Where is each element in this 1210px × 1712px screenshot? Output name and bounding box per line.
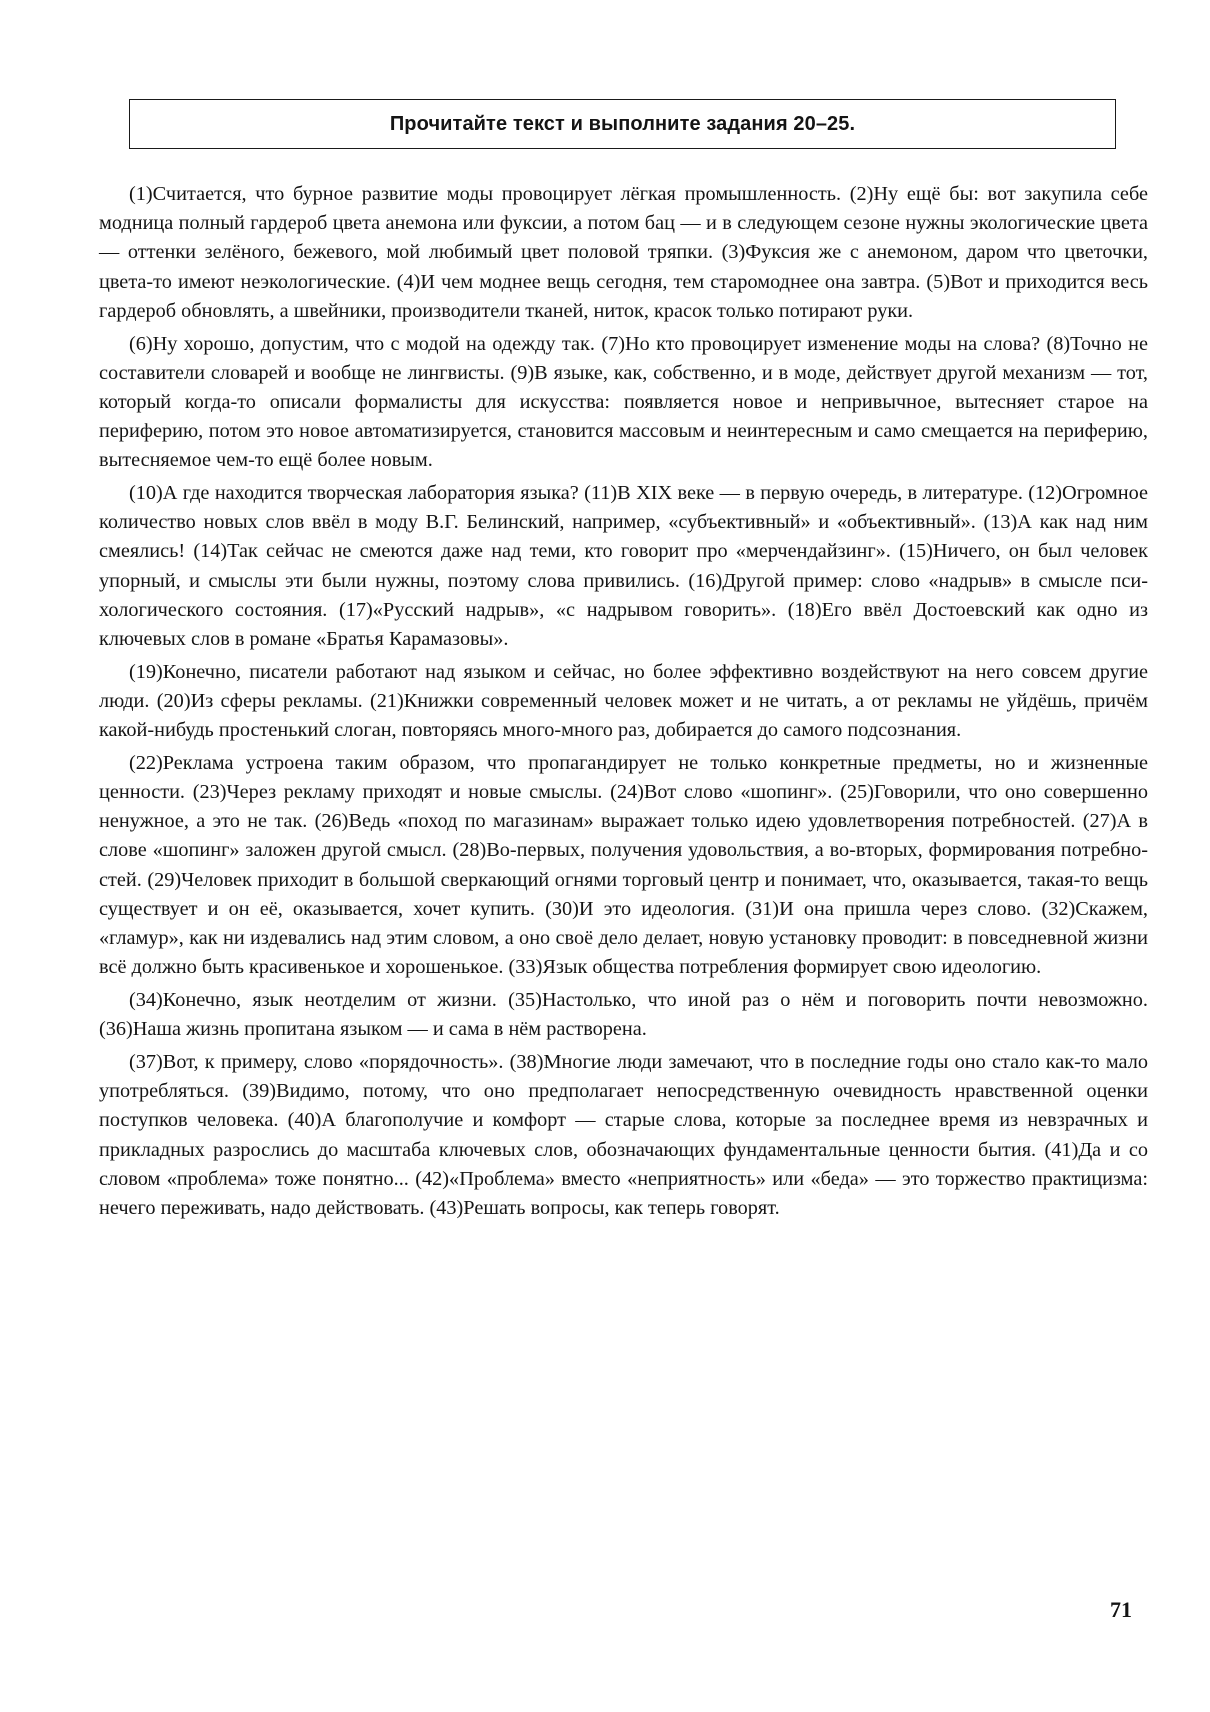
paragraph-4: (19)Конечно, писатели работают над языком и сейчас, но более эффективно воздействуют на него совсем другие люди. (20)Из сферы рекламы. (21)Книжки современный человек может и не читать, а от рекламы не уйдёшь, причём какой-нибудь простенький слоган, повторяясь много-много раз, добирается до самого подсознания. <box>99 660 1148 742</box>
paragraph-3: (10)А где находится творческая лаборатория языка? (11)В XIX веке — в первую очередь, в литературе. (12)Огромное количество новых слов ввёл в моду В.Г. Белинский, например, «субъективный» и «объективный». (13)А как над ним смеялись! (14)Так сейчас не смеются даже над теми, кто говорит про «мерчендайзинг». (15)Ничего, он был человек упорный, и смыслы эти были нужны, поэтому слова привились. (16)Другой пример: слово «надрыв» в смысле психологического состояния. (17)«Русский надрыв», «с надрывом говорить». (18)Его ввёл Достоевский как одно из ключевых слов в романе «Братья Карамазовы». <box>99 482 1148 651</box>
task-instruction-title: Прочитайте текст и выполните задания 20–25. <box>389 112 856 135</box>
reading-text <box>99 180 1148 1227</box>
page-number: 71 <box>1110 1597 1132 1622</box>
paragraph-5: (22)Реклама устроена таким образом, что пропагандирует не только конкретные предметы, но и жизненные ценности. (23)Через рекламу приходят и новые смыслы. (24)Вот слово «шопинг». (25)Говорили, что оно совершенно ненужное, а это не так. (26)Ведь «поход по магазинам» выражает только идею удовлетворения потребностей. (27)А в слове «шопинг» заложен другой смысл. (28)Во-первых, получения удовольствия, а во-вторых, формирования потребностей. (29)Человек приходит в большой сверкающий огнями торговый центр и понимает, что, оказывается, такая-то вещь существует и он её, оказывается, хочет купить. (30)И это идеология. (31)И она пришла через слово. (32)Скажем, «гламур», как ни издевались над этим словом, а оно своё дело делает, новую установку проводит: в повседневной жизни всё должно быть красивенькое и хорошенькое. (33)Язык общества потребления формирует свою идеологию. <box>99 751 1148 979</box>
paragraph-6: (34)Конечно, язык неотделим от жизни. (35)Настолько, что иной раз о нём и поговорить почти невозможно. (36)Наша жизнь пропитана языком — и сама в нём растворена. <box>99 988 1148 1041</box>
paragraph-7: (37)Вот, к примеру, слово «порядочность». (38)Многие люди замечают, что в последние годы оно стало как-то мало употребляться. (39)Видимо, потому, что оно предполагает непосредственную очевидность нравственной оценки поступков человека. (40)А благополучие и комфорт — старые слова, которые за последнее время из невзрачных и прикладных разрослись до масштаба ключевых слов, обозначающих фундаментальные ценности бытия. (41)Да и со словом «проблема» тоже понятно... (42)«Проблема» вместо «неприятность» или «беда» — это торжество практицизма: нечего переживать, надо действовать. (43)Решать вопросы, как теперь говорят. <box>99 1050 1148 1219</box>
paragraph-1: (1)Считается, что бурное развитие моды провоцирует лёгкая промышленность. (2)Ну ещё бы: вот закупила себе модница полный гардероб цвета анемона или фуксии, а потом бац — и в следующем сезоне нужны экологические цвета — оттенки зелёного, бежевого, мой любимый цвет половой тряпки. (3)Фуксия же с анемоном, даром что цветочки, цвета-то имеют неэкологические. (4)И чем моднее вещь сегодня, тем старомоднее она завтра. (5)Вот и приходится весь гардероб обновлять, а швейники, производители тканей, ниток, красок только потирают руки. <box>99 183 1148 322</box>
task-instruction-box <box>129 99 1116 149</box>
paragraph-2: (6)Ну хорошо, допустим, что с модой на одежду так. (7)Но кто провоцирует изменение моды на слова? (8)Точно не составители словарей и вообще не лингвисты. (9)В языке, как, собственно, и в моде, действует другой механизм — тот, который когда-то описали формалисты для искусства: появляется новое и непривычное, вытесняет старое на периферию, потом это новое автоматизируется, становится массовым и неинтересным и само смещается на периферию, вытесняемое чем-то ещё более новым. <box>99 332 1148 472</box>
